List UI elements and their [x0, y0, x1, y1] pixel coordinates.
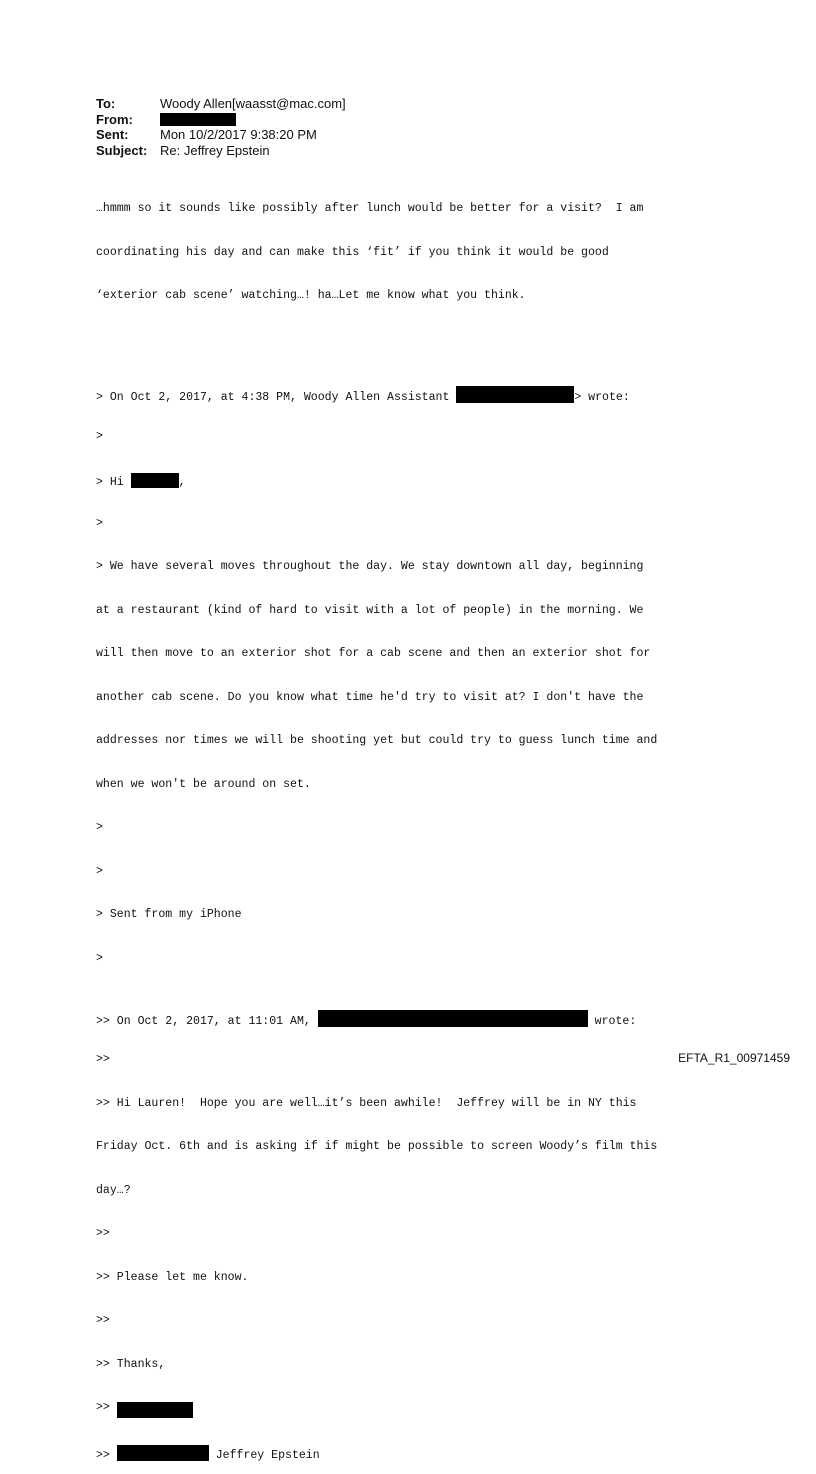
quote-line: >> Please let me know. [96, 1270, 249, 1284]
redaction-box [131, 473, 179, 488]
greeting-text: > Hi [96, 476, 131, 489]
to-value: Woody Allen[waasst@mac.com] [160, 96, 346, 111]
quote-marker: >> [96, 1448, 117, 1462]
from-label: From: [96, 111, 133, 127]
greeting-line [96, 473, 736, 488]
quote-attribution-2 [96, 1010, 736, 1028]
quote-line: > [96, 516, 103, 530]
to-row [96, 96, 346, 112]
quote-line: > [96, 821, 103, 834]
subject-value: Re: Jeffrey Epstein [160, 142, 270, 158]
redaction-box [160, 113, 236, 126]
subject-label: Subject: [96, 142, 148, 158]
attribution-text: wrote: [587, 1014, 637, 1028]
body-line: ‘exterior cab scene’ watching…! ha…Let me know what you think. [96, 289, 526, 302]
quote-attribution-1 [96, 386, 736, 404]
quote-line: Friday Oct. 6th and is asking if if might be possible to screen Woody’s film this [96, 1140, 658, 1153]
subject-row [96, 143, 346, 159]
greeting-text: , [178, 476, 186, 489]
attribution-text: > wrote: [574, 391, 630, 404]
document-id: EFTA_R1_00971459 [678, 1051, 790, 1065]
quote-line: when we won't be around on set. [96, 777, 311, 791]
quote-line: > [96, 429, 103, 443]
quote-line: at a restaurant (kind of hard to visit with a lot of people) in the morning. We [96, 603, 644, 617]
redaction-box [318, 1010, 588, 1027]
quote-line: > [96, 864, 103, 878]
attribution-text: > On Oct 2, 2017, at 4:38 PM, Woody Allen Assistant [96, 391, 457, 404]
quote-line [96, 1401, 736, 1416]
quote-line: addresses nor times we will be shooting yet but could try to guess lunch time and [96, 734, 658, 747]
quote-line: >> Hi Lauren! Hope you are well…it’s been awhile! Jeffrey will be in NY this [96, 1096, 637, 1110]
attribution-text: >> On Oct 2, 2017, at 11:01 AM, [96, 1014, 318, 1028]
quote-marker: >> [96, 1401, 117, 1414]
redaction-box [456, 386, 574, 403]
sent-value: Mon 10/2/2017 9:38:20 PM [160, 127, 317, 142]
sent-row [96, 127, 346, 143]
from-row [96, 112, 346, 128]
from-value [160, 112, 236, 128]
body-line: …hmmm so it sounds like possibly after lunch would be better for a visit? I am [96, 202, 644, 215]
signature-line [96, 1445, 736, 1460]
to-label: To: [96, 96, 116, 111]
body-line: coordinating his day and can make this ‘fit’ if you think it would be good [96, 245, 609, 259]
quote-line: >> [96, 1314, 110, 1327]
quote-line: day…? [96, 1183, 131, 1197]
signature-text: Jeffrey Epstein [208, 1448, 320, 1462]
redaction-box [117, 1445, 209, 1461]
blank-line [96, 333, 736, 343]
quote-line: >> [96, 1053, 110, 1066]
email-body [96, 173, 736, 1474]
quote-line: will then move to an exterior shot for a cab scene and then an exterior shot for [96, 647, 651, 660]
email-header [96, 96, 346, 158]
quote-line: > Sent from my iPhone [96, 908, 242, 921]
redaction-box [117, 1402, 193, 1418]
sent-label: Sent: [96, 127, 129, 142]
quote-line: > We have several moves throughout the day. We stay downtown all day, beginning [96, 560, 644, 573]
quote-line: >> Thanks, [96, 1357, 166, 1371]
quote-line: another cab scene. Do you know what time he'd try to visit at? I don't have the [96, 690, 644, 704]
quote-line: >> [96, 1227, 110, 1240]
quote-line: > [96, 951, 103, 965]
